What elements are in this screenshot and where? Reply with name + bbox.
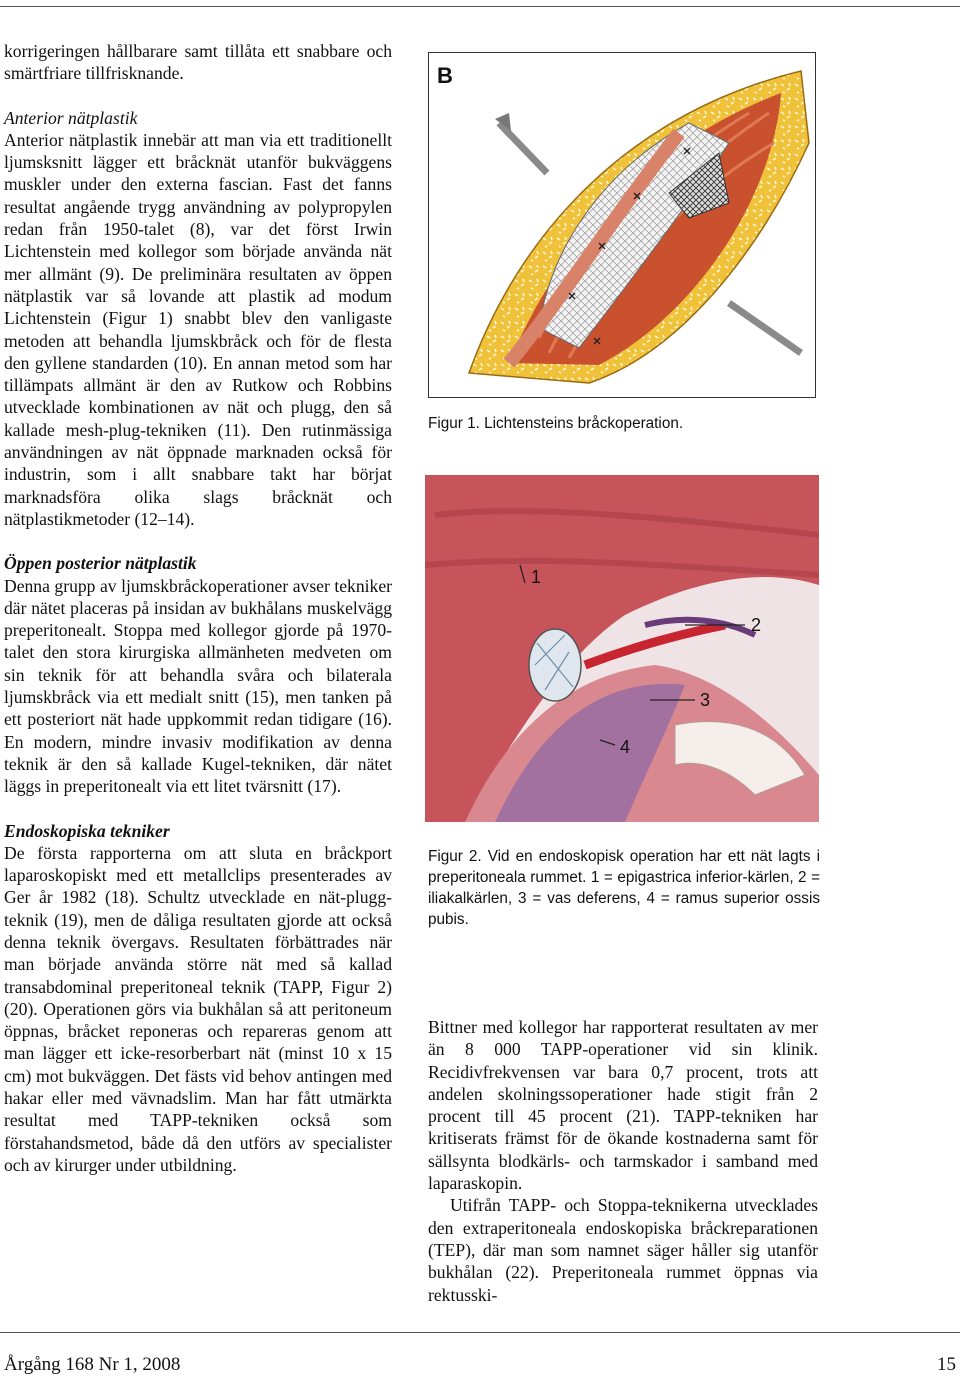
label-4: 4	[620, 737, 631, 757]
top-rule	[0, 6, 960, 7]
anterior-heading: Anterior nätplastik	[4, 107, 138, 128]
figure2-caption-wrap	[428, 846, 818, 930]
label-1: 1	[531, 567, 542, 587]
page-number: 15	[937, 1354, 956, 1375]
intro-paragraph: korrigeringen hållbarare samt tillåta ett snabbare och smärtfriare tillfrisknande.	[4, 41, 392, 84]
posterior-body: Denna grupp av ljumskbråckoperationer avser tekniker där nätet placeras på insidan av bukhålans muskelvägg preperitonealt. Stoppa med kollegor gjorde på 1970-talet den stora kirurgiska allmänheten medveten om sin teknik för att behandla svåra och bilaterala ljumskbråck via ett medialt snitt (15), men tanken på ett posteriort nät hade uppkommit redan tidigare (16). En modern, mindre invasiv modifikation av denna teknik är den så kallade Kugel-tekniken, där nätet läggs in preperitonealt via ett litet tvärsnitt (17).	[4, 575, 392, 797]
lichtenstein-illustration	[429, 53, 815, 397]
figure2-illustration	[425, 475, 819, 822]
right-column-text	[428, 1016, 818, 1306]
posterior-heading: Öppen posterior nätplastik	[4, 553, 197, 574]
right-paragraph-1: Bittner med kollegor har rapporterat resultaten av mer än 8 000 TAPP-operationer vid sin klinik. Recidivfrekvensen var bara 0,7 procent, trots att andelen skolningssoperationer hade stigit från 2 procent till 45 procent (21). TAPP-tekniken har kritiserats främst för de ökande kostnaderna samt för sällsynta blodkärls- och tarmskador i samband med laparaskopin.	[428, 1017, 818, 1194]
endoscopic-illustration	[425, 475, 819, 822]
label-2: 2	[751, 615, 762, 635]
figure1-caption: Figur 1. Lichtensteins bråckoperation.	[428, 415, 684, 432]
label-3: 3	[700, 690, 711, 710]
figure1-caption-wrap	[428, 413, 818, 434]
figure2-caption: Figur 2. Vid en endoskopisk operation har ett nät lagts i preperitoneala rummet. 1 = epigastrica inferior-kärlen, 2 = iliakalkärlen, 3 = vas deferens, 4 = ramus superior ossis pubis.	[428, 848, 820, 928]
right-paragraph-2: Utifrån TAPP- och Stoppa-teknikerna utvecklades den extraperitoneala endoskopiska bråckreparationen (TEP), där man som namnet säger håller sig utanför bukhålan (22). Preperitoneala rummet öppnas via rektusski-	[428, 1195, 818, 1305]
endoscopic-heading: Endoskopiska tekniker	[4, 820, 170, 841]
footer-issue: Årgång 168 Nr 1, 2008	[4, 1354, 181, 1375]
bottom-rule	[0, 1332, 960, 1333]
endoscopic-body: De första rapporterna om att sluta en bråckport laparoskopiskt med ett metallclips presenterades av Ger år 1982 (18). Schultz utvecklade en nät-plugg-teknik (19), men de dåliga resultaten gjorde att också denna teknik övergavs. Resultaten förbättrades när man började använda större nät med så kallad transabdominal preperitoneal teknik (TAPP, Figur 2) (20). Operationen görs via bukhålan så att peritoneum öppnas, bråcket reponeras och repareras genom att man lägger ett icke-resorberbart nät (minst 10 x 15 cm) mot bukväggen. Det fästs vid behov antingen med hakar eller med vävnadslim. Man har fått utmärkta resultat med TAPP-tekniken också som förstahandsmetod, både då den utförs av specialister och av kirurger under utbildning.	[4, 842, 392, 1175]
figure1-illustration	[428, 52, 816, 398]
anterior-body: Anterior nätplastik innebär att man via ett traditionellt ljumsksnitt lägger ett bråcknät utanför bukväggens muskler under den externa fascian. Fast det fanns resultat angående trygg användning av polypropylen redan från 1950-talet (8), var det först Irwin Lichtenstein med kollegor som började använda nät mer allmänt (9). De preliminära resultaten av öppen nätplastik var så lovande att plastik ad modum Lichtenstein (Figur 1) snabbt blev den vanligaste metoden att behandla ljumskbråck och för de flesta den gyllene standarden (10). En annan metod som har tillämpats allmänt är den av Rutkow och Robbins utvecklade kombinationen av nät och plugg, den så kallade mesh-plug-tekniken (11). Den rutinmässiga användningen av nät öppnade marknaden också för industrin, som i allt snabbare takt har börjat marknadsföra olika slags bråcknät och nätplastikmetoder (12–14).	[4, 129, 392, 529]
left-column	[4, 40, 392, 1176]
panel-letter: B	[437, 63, 453, 88]
